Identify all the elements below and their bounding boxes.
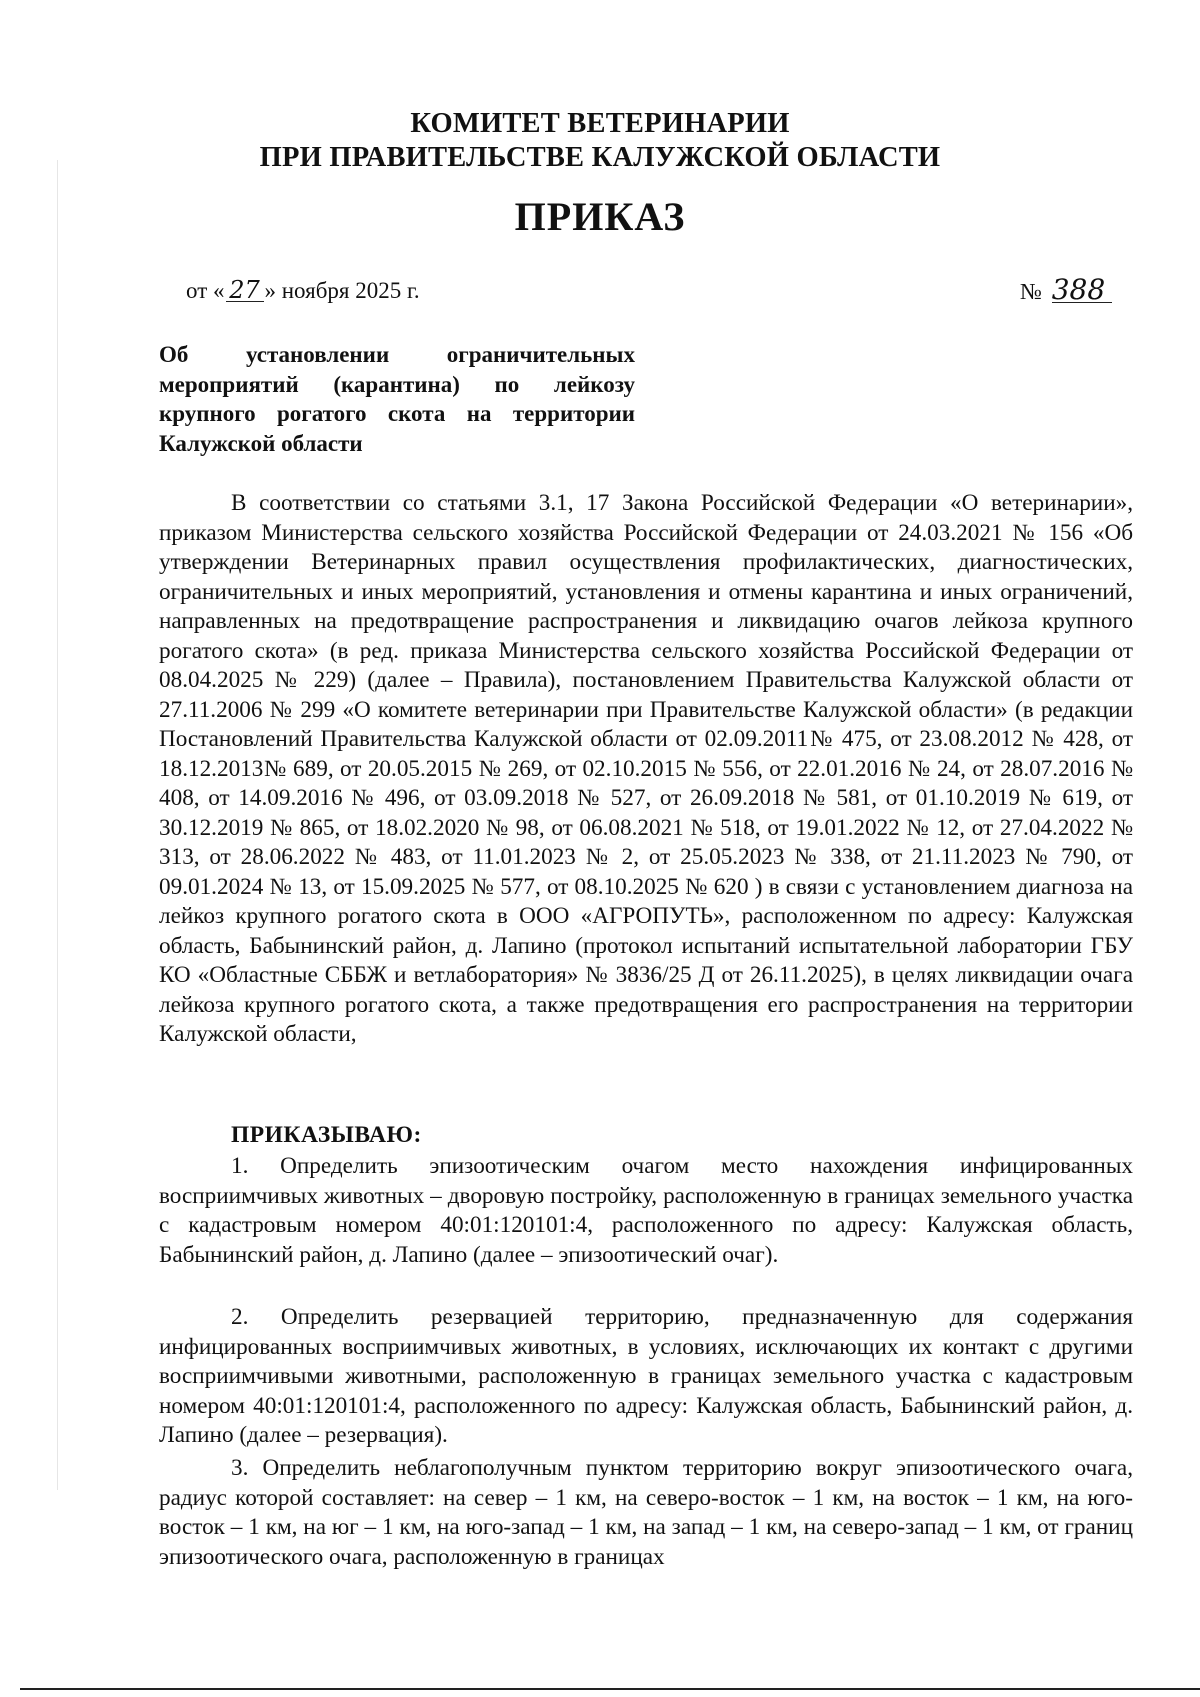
order-item-2: 2. Определить резервацией территорию, предназначенную для содержания инфицированных восприимчивых животных, в условиях, исключающих их контакт с другими восприимчивыми животными, расположенную в границах земельного участка с кадастровым номером 40:01:120101:4, расположенного по адресу: Калужская область, Бабынинский район, д. Лапино (далее – резервация). [159,1304,1133,1448]
orders-heading: ПРИКАЗЫВАЮ: [231,1122,422,1148]
scan-margin-line [57,160,58,1490]
subject-line: мероприятий (карантина) по лейкозу [159,371,635,397]
order-number [1020,273,1112,306]
preamble-paragraph: В соответствии со статьями 3.1, 17 Закона Российской Федерации «О ветеринарии», приказом Министерства сельского хозяйства Российской Федерации от 24.03.2021 № 156 «Об утверждении Ветеринарных правил осуществления профилактических, диагностических, ограничительных и иных мероприятий, установления и отмены карантина и иных ограничений, направленных на предотвращение распространения и ликвидацию очагов лейкоза крупного рогатого скота» (в ред. приказа Министерства сельского хозяйства Российской Федерации от 08.04.2025 № 229) (далее – Правила), постановлением Правительства Калужской области от 27.11.2006 № 299 «О комитете ветеринарии при Правительстве Калужской области» (в редакции Постановлений Правительства Калужской области от 02.09.2011№ 475, от 23.08.2012 № 428, от 18.12.2013№ 689, от 20.05.2015 № 269, от 02.10.2015 № 556, от 22.01.2016 № 24, от 28.07.2016 № 408, от 14.09.2016 № 496, от 03.09.2018 № 527, от 26.09.2018 № 581, от 01.10.2019 № 619, от 30.12.2019 № 865, от 18.02.2020 № 98, от 06.08.2021 № 518, от 19.01.2022 № 12, от 27.04.2022 № 313, от 28.06.2022 № 483, от 11.01.2023 № 2, от 25.05.2023 № 338, от 21.11.2023 № 790, от 09.01.2024 № 13, от 15.09.2025 № 577, от 08.10.2025 № 620 ) в связи с установлением диагноза на лейкоз крупного рогатого скота в ООО «АГРОПУТЬ», расположенном по адресу: Калужская область, Бабынинский район, д. Лапино (протокол испытаний испытательной лаборатории ГБУ КО «Областные СББЖ и ветлаборатория» № 3836/25 Д от 26.11.2025), в целях ликвидации очага лейкоза крупного рогатого скота, а также предотвращения его распространения на территории Калужской области, [159,490,1133,1047]
subject-line: Об установлении ограничительных [159,342,635,367]
committee-name: КОМИТЕТ ВЕТЕРИНАРИИ [410,108,790,139]
order-subject [159,340,635,458]
date-day-handwritten: 27 [226,279,264,302]
number-value-handwritten: 388 [1052,278,1112,303]
order-item-3: 3. Определить неблагополучным пунктом территорию вокруг эпизоотического очага, радиус которой составляет: на север – 1 км, на северо-восток – 1 км, на восток – 1 км, на юго-восток – 1 км, на юг – 1 км, на юго-запад – 1 км, на запад – 1 км, на северо-запад – 1 км, от границ эпизоотического очага, расположенную в границах [159,1455,1133,1570]
number-label: № [1020,279,1042,304]
order-date [186,278,420,304]
document-title: ПРИКАЗ [514,194,686,239]
date-suffix: » ноября 2025 г. [264,278,420,303]
subject-line: крупного рогатого скота на территории [159,401,635,426]
page-bottom-rule [20,1688,1200,1690]
date-prefix: от « [186,278,225,303]
subject-line: Калужской области [159,430,363,456]
committee-affiliation: ПРИ ПРАВИТЕЛЬСТВЕ КАЛУЖСКОЙ ОБЛАСТИ [259,142,941,173]
order-item-1: 1. Определить эпизоотическим очагом место нахождения инфицированных восприимчивых животных – дворовую постройку, расположенную в границах земельного участка с кадастровым номером 40:01:120101:4, расположенного по адресу: Калужская область, Бабынинский район, д. Лапино (далее – эпизоотический очаг). [159,1153,1133,1268]
